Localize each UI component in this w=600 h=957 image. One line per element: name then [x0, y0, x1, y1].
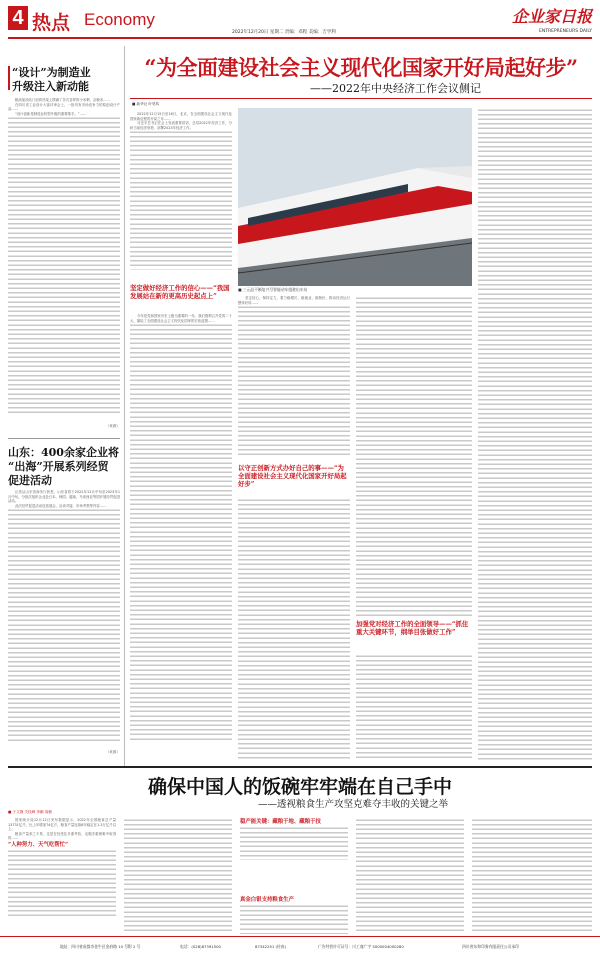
left-article-1-title-line1: “设计”为制造业	[12, 66, 91, 79]
bottom-headline: 确保中国人的饭碗牢牢端在自己手中	[147, 776, 452, 798]
train-photo	[238, 108, 472, 286]
footer-phone: 电话：(028)87391500	[180, 944, 221, 949]
bottom-head-3: 真金白银支持粮食生产	[240, 897, 294, 903]
left-article-1-source: （来源）	[105, 424, 120, 428]
newspaper-name-en: ENTREPRENEURS DAILY	[539, 29, 592, 34]
separator-rule	[8, 438, 120, 439]
left-article-2-body	[8, 490, 120, 756]
section-head-1-text: 坚定做好经济工作的信心——“我国发展站在新的更高历史起点上”	[130, 284, 230, 300]
page-number: 4	[8, 6, 28, 30]
bottom-top-rule	[8, 766, 592, 768]
paragraph: 粮油加油站门前的货架上摆满了各式各样的小米粥、杂粮米……	[15, 98, 110, 102]
paragraph: 粮食产量来之不易，这是在经受住多重考验、克服多重困难中取得的……	[8, 831, 116, 841]
left-article-2	[8, 438, 120, 762]
left-article-2-title-line3: 促进活动	[8, 474, 52, 487]
main-headline: “为全面建设社会主义现代化国家开好局起好步”	[144, 55, 578, 80]
bottom-col-4	[356, 818, 464, 934]
main-col-2-lower	[238, 498, 350, 760]
footer-fax: 87342251 (传真)	[255, 944, 287, 949]
paragraph: “设计创新是制造业转型升级的重要推手。”……	[15, 111, 87, 116]
paragraph: 习近平总书记在会上发表重要讲话，总结2022年经济工作，分析当前经济形势，部署2023年经济工作。	[130, 121, 232, 130]
left-article-2-title-line2: “出海”开展系列经贸	[8, 460, 109, 473]
main-col-1-lower	[130, 314, 232, 760]
footer-license: 广告经营许可证号：川工商广字 5000004000280	[318, 944, 404, 949]
section-title: 热点	[32, 12, 71, 34]
section-head-2	[238, 464, 350, 488]
main-col-3-lower	[356, 654, 472, 760]
bottom-col-5	[472, 818, 592, 934]
section-head-3-text: 加强党对经济工作的全面领导——“抓住重大关键环节，纲举目张做好工作”	[356, 620, 469, 636]
main-article	[130, 46, 592, 764]
left-article-1	[8, 46, 120, 436]
section-title-en: Economy	[84, 10, 155, 29]
left-article-2-title-line1: 山东：400余家企业将	[8, 446, 119, 459]
main-byline: ■ 新华社 叶昊鸣	[132, 102, 160, 106]
paragraph: 坚定信心、保持定力，着力稳增长、稳就业、稳物价，推动经济运行整体好转……	[238, 296, 350, 305]
bottom-head-2: 稳产能关键：藏粮于地、藏粮于技	[240, 819, 321, 825]
left-article-1-body	[8, 98, 120, 430]
date-line: 2022年12月20日 星期二 责编：邓程 美编：吉学利	[232, 30, 336, 35]
left-article-2-source: （来源）	[105, 750, 120, 754]
footer-address: 地址：四川省成都市金牛区金府路 10 号附 2 号	[60, 944, 141, 949]
paragraph: 记者从山东省商务厅获悉，山东省将于2022年12月中旬至2023年1月中旬，分批次组织企业赴日本、韩国、越南、马来西亚等国开展经贸促进活动。	[8, 490, 120, 504]
photo-caption: ■ 三元品不断复兴号智能动车组驶出车站	[238, 287, 308, 292]
lead-paragraph: 2022年12月15日至16日，北京，在全面建设社会主义现代化国家新征程的开局之年……	[130, 112, 232, 121]
left-article-1-title-line2: 升级注入新动能	[12, 80, 89, 93]
main-col-1	[130, 112, 232, 282]
paragraph: 此次经贸促进活动包括展会、洽谈对接、市场考察等内容……	[15, 503, 107, 508]
paragraph: 国家统计局12月12日发布数据显示，2022年全国粮食总产量13731亿斤，比上年增加74亿斤，粮食产量连续8年稳定在1.3万亿斤以上。	[8, 818, 116, 832]
newspaper-logo: 企业家日报	[511, 7, 592, 26]
main-col-2	[238, 296, 350, 456]
bottom-col-2	[124, 818, 232, 934]
page-footer	[0, 936, 600, 957]
page-header	[0, 0, 600, 40]
header-rule	[8, 37, 592, 39]
section-head-1	[130, 284, 232, 300]
main-rule	[130, 98, 592, 99]
bottom-head-1: “人种努力、天气吃帮忙”	[8, 841, 69, 848]
bottom-col-3	[240, 818, 348, 934]
main-col-3	[356, 296, 472, 616]
title-bar	[8, 66, 10, 90]
bottom-article	[8, 766, 592, 934]
section-head-2-text: 以守正创新方式办好自己的事——“为全面建设社会主义现代化国家开好局起好步”	[238, 464, 347, 488]
main-subheadline: ——2022年中央经济工作会议侧记	[310, 82, 481, 95]
train-illustration	[238, 108, 472, 286]
main-col-4	[478, 108, 592, 760]
bottom-subheadline: ——透视粮食生产攻坚克难夺丰收的关键之举	[258, 799, 449, 810]
column-divider	[124, 46, 125, 766]
paragraph: 今年是党和国家历史上极为重要的一年。我们胜利召开党的二十大，描绘了全面建设社会主义现代化国家的宏伟蓝图……	[130, 314, 232, 323]
paragraph: 在四川省工业设计大赛评审会上，一批具有市场竞争力的原创设计产品……	[8, 102, 120, 112]
section-head-3	[356, 620, 472, 636]
bottom-byline: ■ 于文静 关桂峰 李鹏 周楠	[8, 810, 52, 814]
footer-printer: 四川省东和印务有限责任公司承印	[462, 944, 519, 949]
bottom-col-1	[8, 818, 116, 934]
